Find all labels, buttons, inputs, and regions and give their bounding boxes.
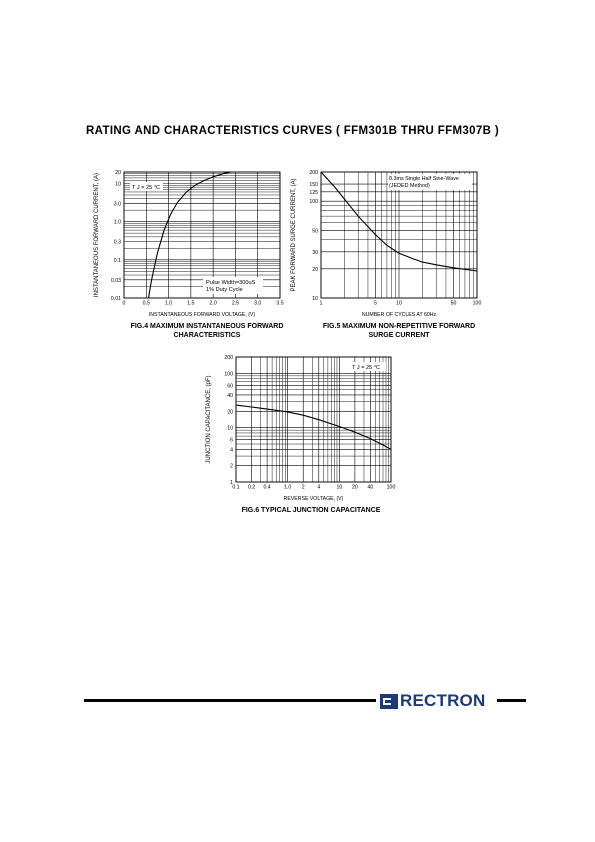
fig5-y-tick-label-5: 30 [312,249,318,256]
fig5-x-tick-label-1: 5 [374,300,377,307]
fig4-x-axis-title: INSTANTANEOUS FORWARD VOLTAGE, (V) [148,312,256,318]
fig6-y-tick-label-3: 40 [227,392,233,399]
fig5-caption [314,322,484,340]
fig4-pulse-width-label: Pulse Width=300uS [206,280,256,286]
fig4-x-tick-label-3: 1.5 [187,300,195,307]
fig4-x-tick-label-6: 3.0 [254,300,262,307]
fig6-y-axis-title: JUNCTION CAPACITANCE, (pF) [206,375,212,464]
fig4-tj-label: T J = 25 °C [132,185,161,191]
fig5-y-tick-label-6: 20 [312,266,318,273]
fig6-x-tick-label-3: 1.0 [284,484,292,491]
fig5-caption-line1: FIG.5 MAXIMUM NON-REPETITIVE FORWARD [322,323,476,330]
fig4-x-tick-label-7: 3.5 [276,300,284,307]
fig6-x-tick-label-1: 0.2 [247,484,256,491]
fig6-tj-label: T J = 25 °C [352,365,381,371]
fig6-x-tick-label-8: 40 [367,484,374,491]
fig6-y-tick-label-1: 100 [224,371,233,378]
fig6-x-tick-label-7: 20 [351,484,358,491]
fig5-jedec-label: (JEDED Method) [389,183,430,189]
fig4-x-tick-label-5: 2.5 [231,300,240,307]
fig5-x-tick-label-2: 10 [396,300,402,307]
fig6-caption [226,506,396,515]
fig6-x-tick-label-6: 10 [336,484,343,491]
fig4-y-axis-title: INSTANTANEOUS FORWARD CURRENT, (A) [94,172,100,298]
fig5-y-tick-label-0: 200 [309,170,318,176]
fig4-y-tick-label-1: 10 [115,181,121,188]
fig4-y-tick-label-2: 3.0 [113,201,121,208]
fig6-y-tick-label-9: 1 [230,480,233,486]
fig6-y-tick-label-7: 4 [230,447,233,454]
fig4-x-tick-label-0: 0 [122,300,126,307]
fig5-x-axis-title: NUMBER OF CYCLES AT 60Hz [361,312,437,318]
fig5-y-axis-title: PEAK FORWARD SURGE CURRENT, (A) [291,178,297,292]
fig6-y-tick-label-6: 6 [230,437,233,444]
fig6-x-tick-label-0: 0.1 [232,484,240,491]
fig6-x-tick-label-2: 0.4 [263,484,271,491]
fig4-x-tick-label-2: 1.0 [164,300,173,307]
rectron-logo [380,691,485,711]
fig6-caption-line1: FIG.6 TYPICAL JUNCTION CAPACITANCE [241,507,381,514]
fig4-caption [123,322,291,340]
fig4-y-tick-label-4: 0.3 [113,239,121,246]
fig5-x-tick-label-4: 100 [472,300,482,307]
fig4-y-tick-label-6: 0.03 [110,277,121,284]
footer-rule-right [497,699,526,702]
fig5-y-tick-label-1: 150 [309,182,318,189]
fig5-caption-line2: SURGE CURRENT [368,332,430,339]
fig5-y-tick-label-2: 125 [309,189,318,196]
fig5-x-tick-label-3: 50 [450,300,457,307]
fig5-y-tick-label-4: 50 [312,228,318,235]
fig6-y-tick-label-2: 60 [227,383,233,390]
fig6-y-tick-label-4: 20 [227,409,233,416]
page-title: RATING AND CHARACTERISTICS CURVES ( FFM301B THRU FFM307B ) [86,125,500,137]
fig5-y-tick-label-7: 10 [312,296,318,302]
fig4-y-tick-label-3: 1.0 [113,219,121,226]
fig6-x-tick-label-5: 4 [317,484,321,491]
rectron-logo-icon [380,694,398,709]
fig4-caption-line2: CHARACTERISTICS [173,332,241,339]
fig6-y-tick-label-8: 2 [230,463,233,470]
fig6-x-tick-label-4: 2 [301,484,305,491]
fig6-y-tick-label-5: 10 [227,425,233,432]
fig4-x-tick-label-1: 0.5 [142,300,150,307]
fig6-x-tick-label-9: 100 [386,484,396,491]
fig6-y-tick-label-0: 200 [224,355,233,361]
fig4-caption-line1: FIG.4 MAXIMUM INSTANTANEOUS FORWARD [130,323,284,330]
fig5-sine-wave-label: 8.3ms Single Half Sine-Wave [389,176,459,182]
fig6-series-curve-0 [236,405,391,449]
fig6-x-axis-title: REVERSE VOLTAGE, (V) [283,496,344,502]
fig4-duty-cycle-label: 1% Duty Cycle [206,287,243,293]
fig4-y-tick-label-7: 0.01 [110,296,121,302]
footer-rule-left [84,699,376,702]
fig5-y-tick-label-3: 100 [309,199,318,206]
fig4-y-tick-label-0: 20 [115,170,121,176]
fig5-x-tick-label-0: 1 [319,300,323,307]
fig4-x-tick-label-4: 2.0 [209,300,217,307]
fig4-y-tick-label-5: 0.1 [113,257,121,264]
rectron-logo-text: RECTRON [400,691,486,710]
